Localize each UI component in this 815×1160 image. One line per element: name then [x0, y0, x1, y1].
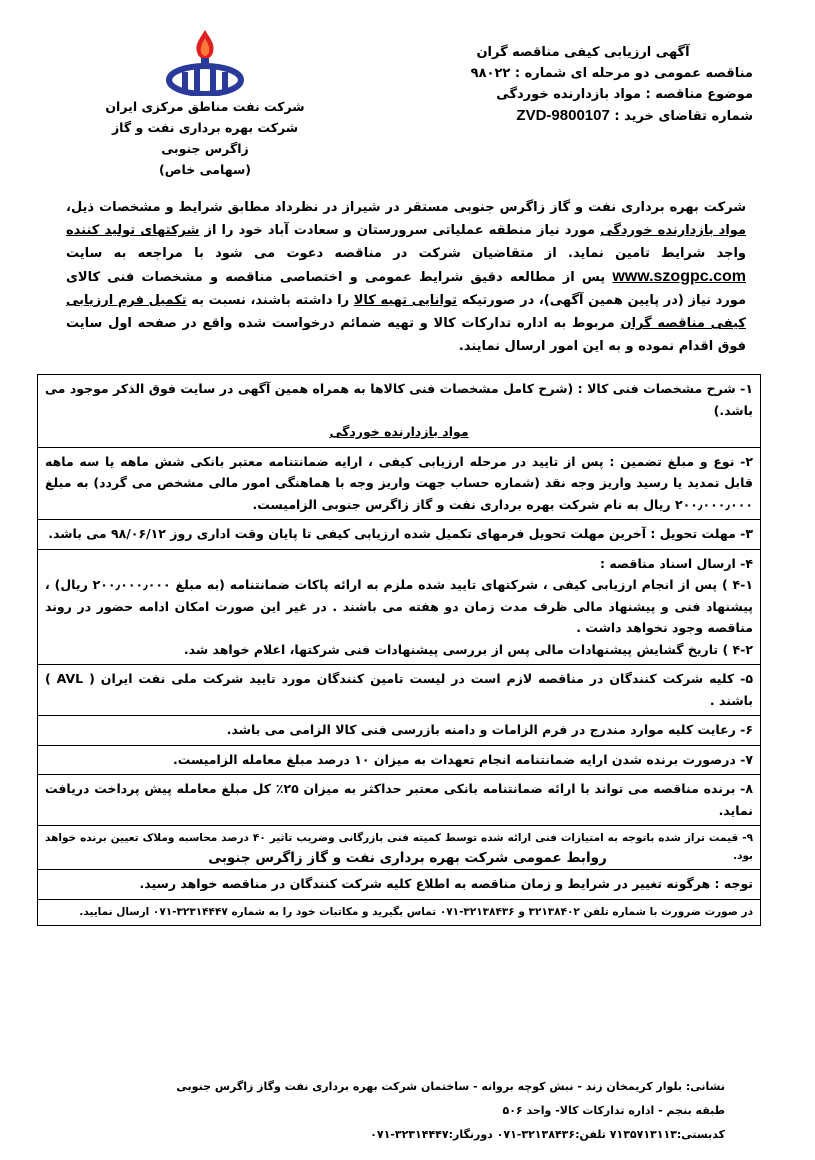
intro-underlined-form: تکمیل فرم ارزیابی کیفی مناقصه گران — [66, 293, 746, 331]
intro-paragraph — [66, 196, 746, 358]
intro-text-1: شرکت بهره برداری نفت و گاز زاگرس جنوبی مستقر در شیراز در نظرداد مطابق شرایط و مشخصات ذیل، — [66, 200, 746, 215]
condition-row-1 — [38, 375, 760, 448]
contact-row: در صورت ضرورت با شماره تلفن ۳۲۱۳۸۴۰۲ و ۳۲۱۳۸۴۳۶-۰۷۱ تماس بگیرید و مکاتبات خود را به شماره ۳۲۳۱۴۴۴۷-۰۷۱ ارسال نمایید. — [79, 905, 753, 918]
condition-row-9: ۹- قیمت تراز شده باتوجه به امتیازات فنی ارائه شده توسط کمیته فنی بازرگانی وضریب تاثیر ۴۰ درصد محاسبه وملاک تعیین برنده خواهد بود. — [38, 826, 760, 870]
company-name-line2: شرکت بهره برداری نفت و گاز زاگرس جنوبی — [111, 120, 299, 156]
intro-text-5: را داشته باشند، نسبت به — [191, 293, 350, 308]
tender-subject: موضوع مناقصه : مواد بازدارنده خوردگی — [496, 87, 753, 102]
condition-row-2: ۲- نوع و مبلغ تضمین : پس از تایید در مرحله ارزیابی کیفی ، ارایه ضمانتنامه معتبر بانکی شش ماهه یا سه ماهه قابل تمدید یا رسید واریز وجه نقد (شماره حساب جهت واریز وجه با هماهنگی امور مالی مشخص می گردد) به مبلغ ۲۰۰٫۰۰۰٫۰۰۰ ریال به نام شرکت بهره برداری نفت و گاز زاگرس جنوبی الزامیست. — [38, 448, 760, 521]
intro-text-6: مربوط به اداره تدارکات کالا و تهیه ضمائم درخواست شده واقع در صفحه اول سایت فوق اقدام نموده و به این امور ارسال نمایند. — [66, 316, 746, 354]
note-row: توجه : هرگونه تغییر در شرایط و زمان مناقصه به اطلاع کلیه شرکت کنندگان در مناقصه خواهد رسید. — [38, 870, 760, 900]
condition-row-4 — [38, 550, 760, 666]
condition-4-2-text: ۴-۲ ) تاریخ گشایش پیشنهادات مالی پس از بررسی پیشنهادات فنی شرکتها، اعلام خواهد شد. — [183, 641, 753, 657]
intro-text-4: پس از مطالعه دقیق شرایط عمومی و اختصاصی مناقصه و مشخصات فنی کالای مورد نیاز (در پایین همین آگهی)، در صورتیکه — [66, 270, 746, 308]
intro-text-2: مورد نیاز منطقه عملیاتی سرورستان و سعادت آباد خود را از — [204, 223, 596, 238]
public-relations-signoff: روابط عمومی شرکت بهره برداری نفت و گاز زاگرس جنوبی — [208, 850, 607, 866]
purchase-request-line — [413, 105, 753, 127]
condition-4-1-text: ۴-۱ ) پس از انجام ارزیابی کیفی ، شرکتهای تایید شده ملزم به ارائه پاکات ضمانتنامه (به مبلغ ۲۰۰٫۰۰۰٫۰۰۰ ریال) ، پیشنهاد فنی و پیشنهاد مالی ظرف مدت زمان دو هفته می باشند . در غیر این صورت امکان ادامه حضور در روند مناقصه وجود نخواهد داشت . — [45, 577, 753, 635]
tender-conditions-table — [37, 374, 761, 926]
letterhead — [0, 28, 815, 188]
ad-title: آگهی ارزیابی کیفی مناقصه گران — [476, 45, 690, 60]
condition-1-product: مواد بازدارنده خوردگی — [329, 424, 469, 439]
condition-row-3: ۳- مهلت تحویل : آخرین مهلت تحویل فرمهای تکمیل شده ارزیابی کیفی تا پایان وقت اداری روز ۹۸/۰۶/۱۲ می باشد. — [38, 520, 760, 550]
purchase-request-label: شماره تقاضای خرید : — [614, 109, 753, 124]
tender-number: مناقصه عمومی دو مرحله ای شماره : ۹۸۰۲۲ — [470, 66, 753, 81]
footer-address-line2: طبقه بنجم - اداره تدارکات کالا- واحد ۵۰۶ — [502, 1104, 725, 1117]
purchase-request-number: ZVD-9800107 — [516, 107, 610, 124]
website-link[interactable]: www.szogpc.com — [612, 268, 746, 285]
intro-underlined-product: مواد بازدارنده خوردگی — [600, 223, 747, 238]
condition-4-heading: ۴- ارسال اسناد مناقصه : — [600, 555, 753, 571]
footer-contact-line: کدبستی:۷۱۳۵۷۱۳۱۱۳ تلفن:۳۲۱۳۸۴۳۶-۰۷۱ دورنگار:۳۲۳۱۴۴۴۷-۰۷۱ — [370, 1128, 725, 1141]
intro-underlined-capability: توانایی تهیه کالا — [353, 293, 458, 308]
condition-row-7: ۷- درصورت برنده شدن ارایه ضمانتنامه انجام تعهدات به میزان ۱۰ درصد مبلغ معامله الزامیست. — [38, 746, 760, 776]
intro-underlined-producers: شرکتهای تولید کننده — [66, 223, 200, 238]
intro-text-3: واجد شرایط تامین نماید. از متقاضیان شرکت در مناقصه دعوت می شود با مراجعه به سایت — [66, 246, 746, 261]
company-name-line3: (سهامی خاص) — [159, 162, 251, 177]
address-footer — [85, 1075, 725, 1147]
footer-address-line1: نشانی: بلوار کریمخان زند - نبش کوچه بروانه - ساختمان شرکت بهره برداری نفت وگاز زاگرس جنوبی — [176, 1080, 725, 1093]
condition-1-text: ۱- شرح مشخصات فنی کالا : (شرح کامل مشخصات فنی کالاها به همراه همین آگهی در سایت فوق الذکر موجود می باشد.) — [45, 381, 753, 418]
company-name-line1: شرکت نفت مناطق مرکزی ایران — [105, 99, 305, 114]
condition-row-8: ۸- برنده مناقصه می تواند با ارائه ضمانتنامه بانکی معتبر حداکثر به میزان ۲۵٪ کل مبلغ معامله پیش پرداخت دریافت نماید. — [38, 775, 760, 826]
nioc-logo-icon — [155, 28, 255, 96]
company-logo-block — [95, 28, 315, 180]
condition-row-5: ۵- کلیه شرکت کنندگان در مناقصه لازم است در لیست تامین کنندگان مورد تایید شرکت ملی نفت ایران ( AVL ) باشند . — [38, 665, 760, 716]
ad-info-block — [413, 42, 753, 127]
condition-row-6: ۶- رعایت کلیه موارد مندرج در فرم الزامات و دامنه بازرسی فنی کالا الزامی می باشد. — [38, 716, 760, 746]
